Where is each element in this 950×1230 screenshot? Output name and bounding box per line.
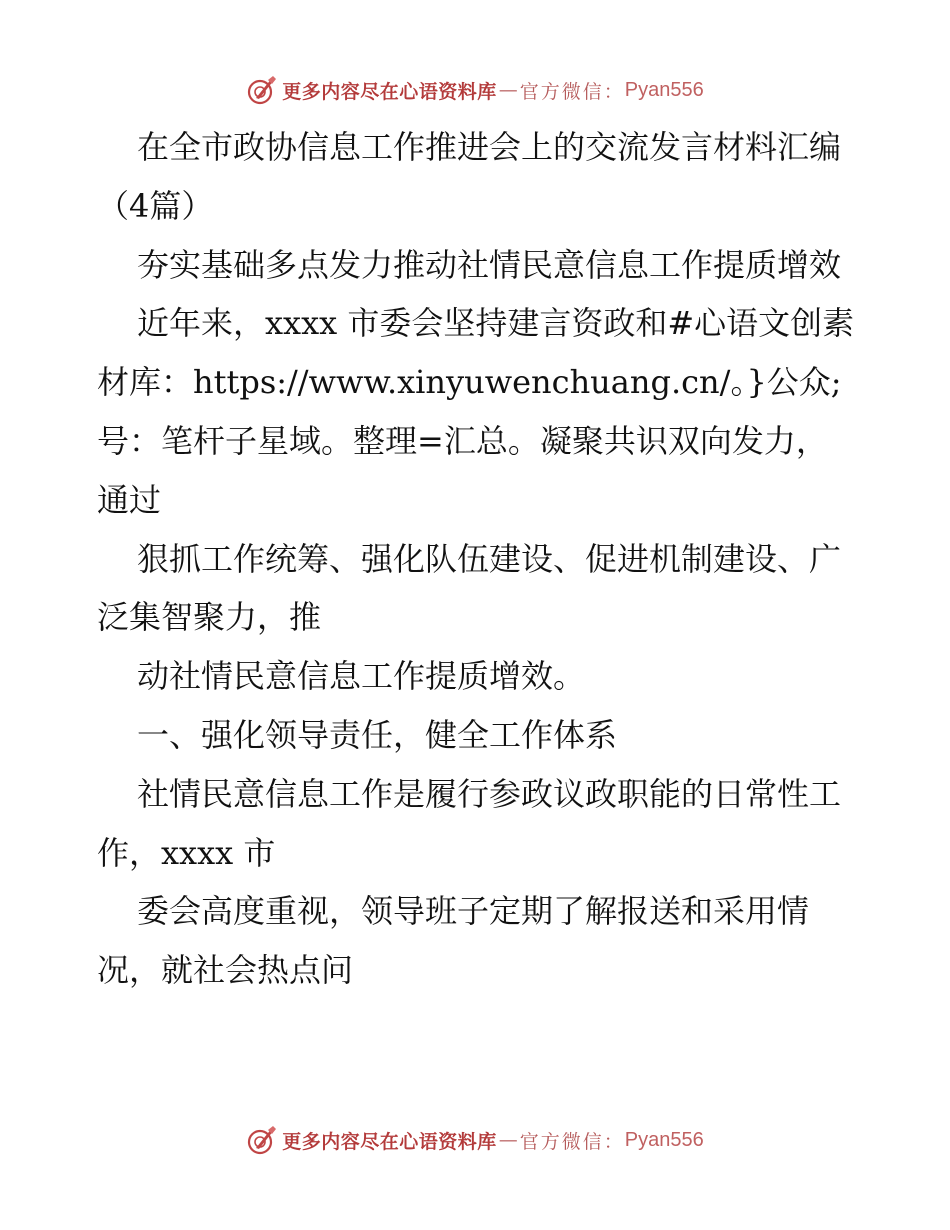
watermark-brand-text: 更多内容尽在心语资料库	[282, 80, 497, 103]
watermark-wechat-id: Pyan556	[624, 78, 704, 101]
watermark-official-label: 官方微信：	[519, 80, 625, 103]
watermark-dash: —	[498, 79, 518, 101]
document-body	[97, 118, 857, 1000]
body-paragraph: 狠抓工作统筹、强化队伍建设、促进机制建设、广泛集智聚力，推	[97, 539, 842, 637]
article-heading: 夯实基础多点发力推动社情民意信息工作提质增效	[137, 245, 842, 284]
body-paragraph: 委会高度重视，领导班子定期了解报送和采用情况，就社会热点问	[97, 892, 810, 990]
section-heading: 一、强化领导责任，健全工作体系	[137, 715, 618, 754]
body-paragraph: 社情民意信息工作是履行参政议政职能的日常性工作，xxxx 市	[97, 774, 842, 872]
document-title: 在全市政协信息工作推进会上的交流发言材料汇编（4篇）	[97, 128, 842, 225]
watermark-banner-top	[0, 70, 950, 110]
body-paragraph: 动社情民意信息工作提质增效。	[137, 657, 586, 696]
quill-logo-icon	[246, 74, 278, 106]
quill-logo-icon	[246, 1124, 278, 1156]
watermark-wechat-id: Pyan556	[624, 1128, 704, 1151]
watermark-dash: —	[498, 1129, 518, 1151]
body-paragraph: 近年来，xxxx 市委会坚持建言资政和#心语文创素材库：https://www.xinyuwenchuang.cn/。}公众;号：笔杆子星域。整理=汇总。凝聚共识双向发力，通过	[97, 304, 855, 519]
watermark-brand-text: 更多内容尽在心语资料库	[282, 1130, 497, 1153]
watermark-official-label: 官方微信：	[519, 1130, 625, 1153]
watermark-banner-bottom	[0, 1120, 950, 1160]
